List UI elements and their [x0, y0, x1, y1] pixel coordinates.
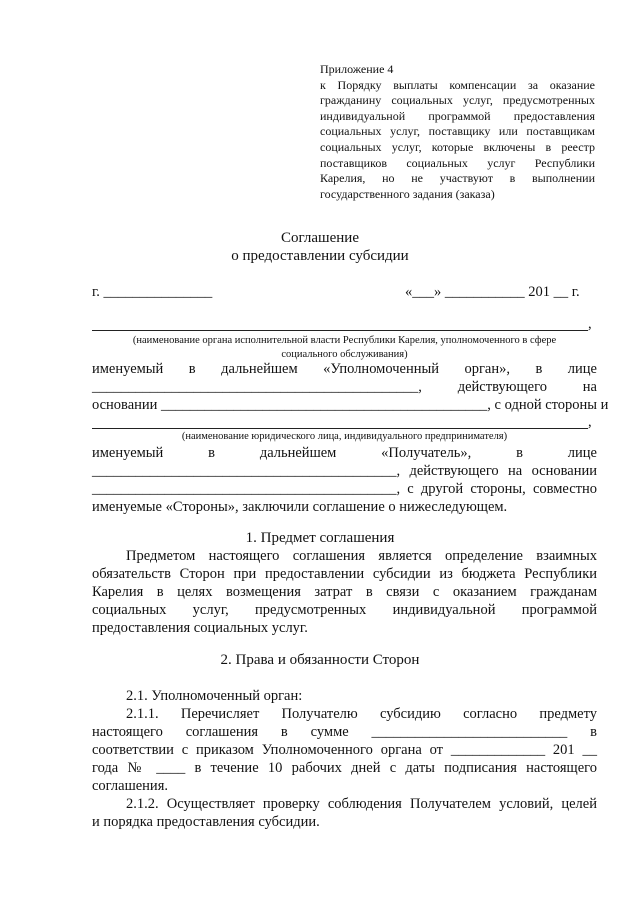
- item-2-1-2-line: 2.1.2. Осуществляет проверку соблюдения Получателем условий, целей: [126, 796, 597, 812]
- note-line: (наименование органа исполнительной власти Республики Карелия, уполномоченного в сфере: [132, 335, 557, 346]
- field-note-authority: [92, 334, 597, 362]
- party1-line: именуемый в дальнейшем «Уполномоченный орган», в лице: [92, 361, 597, 377]
- comma: ,: [588, 316, 592, 332]
- annex-line: Карелия, но не участвуют в выполнении: [320, 171, 595, 186]
- party2-line: именуемые «Стороны», заключили соглашение о нижеследующем.: [92, 499, 508, 515]
- item-2-1-1-line: настоящего соглашения в сумме ___________________________ в: [92, 724, 597, 740]
- section1-line: Карелия в целях возмещения затрат в связи с оказанием гражданам: [92, 584, 597, 600]
- annex-line: к Порядку выплаты компенсации за оказание: [320, 77, 595, 92]
- party1-line: _____________________________________________, действующего на: [92, 379, 597, 395]
- annex-line: поставщиков социальных услуг Республики: [320, 155, 595, 170]
- party2-line: именуемый в дальнейшем «Получатель», в лице: [92, 445, 597, 461]
- item-2-1-1-line: соглашения.: [92, 778, 168, 794]
- item-2-1-1-line: соответствии с приказом Уполномоченного органа от _____________ 201 __: [92, 742, 597, 758]
- annex-text: [320, 78, 595, 203]
- party1-line: основании _____________________________________________, с одной стороны и: [92, 397, 609, 413]
- item-2-1: 2.1. Уполномоченный орган:: [126, 688, 303, 704]
- annex-line: индивидуальной программой предоставления: [320, 108, 595, 123]
- item-2-1-2-line: и порядка предоставления субсидии.: [92, 814, 320, 830]
- party2-line: __________________________________________, с другой стороны, совместно: [92, 481, 597, 497]
- section1-line: предоставления социальных услуг.: [92, 620, 308, 636]
- section1-heading: 1. Предмет соглашения: [245, 530, 395, 546]
- comma: ,: [588, 414, 592, 430]
- note-line: социального обслуживания): [281, 349, 408, 360]
- section1-line: обязательств Сторон при предоставлении субсидии из бюджета Республики: [92, 566, 597, 582]
- document-title: Соглашение: [281, 230, 359, 246]
- annex-block: [320, 62, 595, 202]
- annex-heading: Приложение 4: [320, 62, 394, 76]
- section2-heading: 2. Права и обязанности Сторон: [220, 652, 420, 668]
- party2-line: __________________________________________, действующего на основании: [92, 463, 597, 479]
- blank-line: [92, 330, 588, 331]
- annex-line: социальных услуг, которые включены в реестр: [320, 139, 595, 154]
- date-field: «___» ___________ 201 __ г.: [405, 284, 580, 300]
- city-field: г. _______________: [92, 284, 213, 300]
- field-note-recipient: (наименование юридического лица, индивидуального предпринимателя): [181, 431, 508, 442]
- section1-line: Предметом настоящего соглашения является определение взаимных: [126, 548, 597, 564]
- document-subtitle: о предоставлении субсидии: [231, 248, 409, 264]
- item-2-1-1-line: года № ____ в течение 10 рабочих дней с даты подписания настоящего: [92, 760, 597, 776]
- annex-line: социальных услуг, поставщику или поставщикам: [320, 124, 595, 139]
- section1-line: социальных услуг, предусмотренных индивидуальной программой: [92, 602, 597, 618]
- annex-line: государственного задания (заказа): [320, 186, 495, 201]
- item-2-1-1-line: 2.1.1. Перечисляет Получателю субсидию согласно предмету: [126, 706, 597, 722]
- blank-line: [92, 428, 588, 429]
- annex-line: гражданину социальных услуг, предусмотренных: [320, 93, 595, 108]
